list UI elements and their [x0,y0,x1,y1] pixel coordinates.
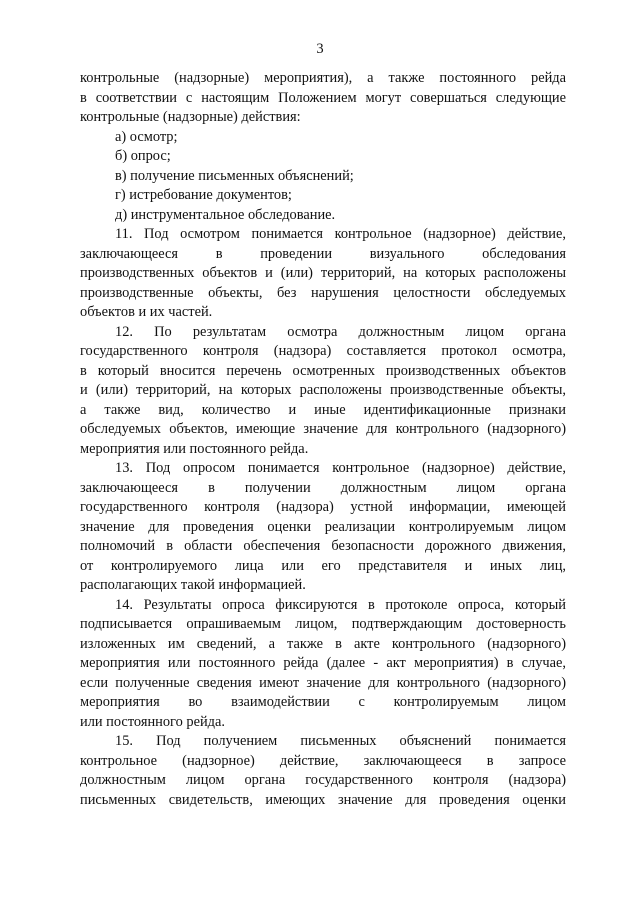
text-line: и (или) территорий, на которых расположены производственные объекты, [80,382,566,398]
list-item-written-explanations [80,167,566,187]
text-line: контрольные (надзорные) мероприятия), а также постоянного рейда [80,70,566,86]
text-line: мероприятия во взаимодействии с контролируемым лицом [80,694,566,710]
paragraph-continuation [80,69,566,128]
text-line: в который вносится перечень осмотренных производственных объектов [80,362,566,379]
text-line: подписывается опрашиваемым лицом, подтверждающим достоверность [80,616,566,632]
text-line: заключающееся в получении должностным лицом органа [80,479,566,496]
text-line: 11. Под осмотром понимается контрольное (надзорное) действие, [115,226,566,242]
text-line: государственного контроля (надзора) составляется протокол осмотра, [80,343,566,359]
text-line: мероприятия или постоянного рейда. [80,440,309,457]
paragraph-12 [80,323,566,460]
text-line: мероприятия или постоянного рейда (далее - акт мероприятия) в случае, [80,655,566,671]
text-line: объектов и их частей. [80,304,213,320]
text-line: производственные объекты, без нарушения целостности обследуемых [80,284,566,301]
list-item-survey [80,147,566,167]
document-body [80,69,566,810]
text-line: 13. Под опросом понимается контрольное (надзорное) действие, [115,460,566,476]
paragraph-11 [80,225,566,323]
text-line: значение для проведения оценки реализации контролируемым лицом [80,518,566,535]
text-line: располагающих такой информацией. [80,577,306,593]
text-line: а также вид, количество и иные идентификационные признаки [80,401,566,418]
list-item-document-request [80,186,566,206]
text-line: заключающееся в проведении визуального обследования [80,245,566,262]
text-line: контрольные (надзорные) действия: [80,109,301,125]
text-line: обследуемых объектов, имеющие значение для контрольного (надзорного) [80,421,566,437]
text-line: 15. Под получением письменных объяснений понимается [115,733,566,749]
text-line: г) истребование документов; [115,187,292,203]
list-item-instrumental-examination [80,206,566,226]
text-line: изложенных им сведений, а также в акте контрольного (надзорного) [80,635,566,652]
text-line: государственного контроля (надзора) устной информации, имеющей [80,499,566,515]
paragraph-14 [80,596,566,733]
text-line: от контролируемого лица или его представителя и иных лиц, [80,557,566,574]
text-line: производственных объектов и (или) территорий, на которых расположены [80,265,566,281]
text-line: или постоянного рейда. [80,713,225,730]
text-line: если полученные сведения имеют значение для контрольного (надзорного) [80,674,566,691]
text-line: письменных свидетельств, имеющих значение для проведения оценки [80,791,566,808]
paragraph-13 [80,459,566,596]
list-item-inspection [80,128,566,148]
text-line: д) инструментальное обследование. [115,206,336,223]
text-line: полномочий в области обеспечения безопасности дорожного движения, [80,538,566,554]
text-line: б) опрос; [115,148,171,164]
text-line: должностным лицом органа государственного контроля (надзора) [80,772,566,788]
text-line: а) осмотр; [115,128,178,145]
text-line: в соответствии с настоящим Положением могут совершаться следующие [80,89,566,106]
paragraph-15 [80,732,566,810]
text-line: в) получение письменных объяснений; [115,167,354,184]
text-line: 12. По результатам осмотра должностным лицом органа [115,323,566,340]
page-number: 3 [316,41,324,57]
text-line: контрольное (надзорное) действие, заключающееся в запросе [80,752,566,769]
text-line: 14. Результаты опроса фиксируются в протоколе опроса, который [115,596,566,613]
